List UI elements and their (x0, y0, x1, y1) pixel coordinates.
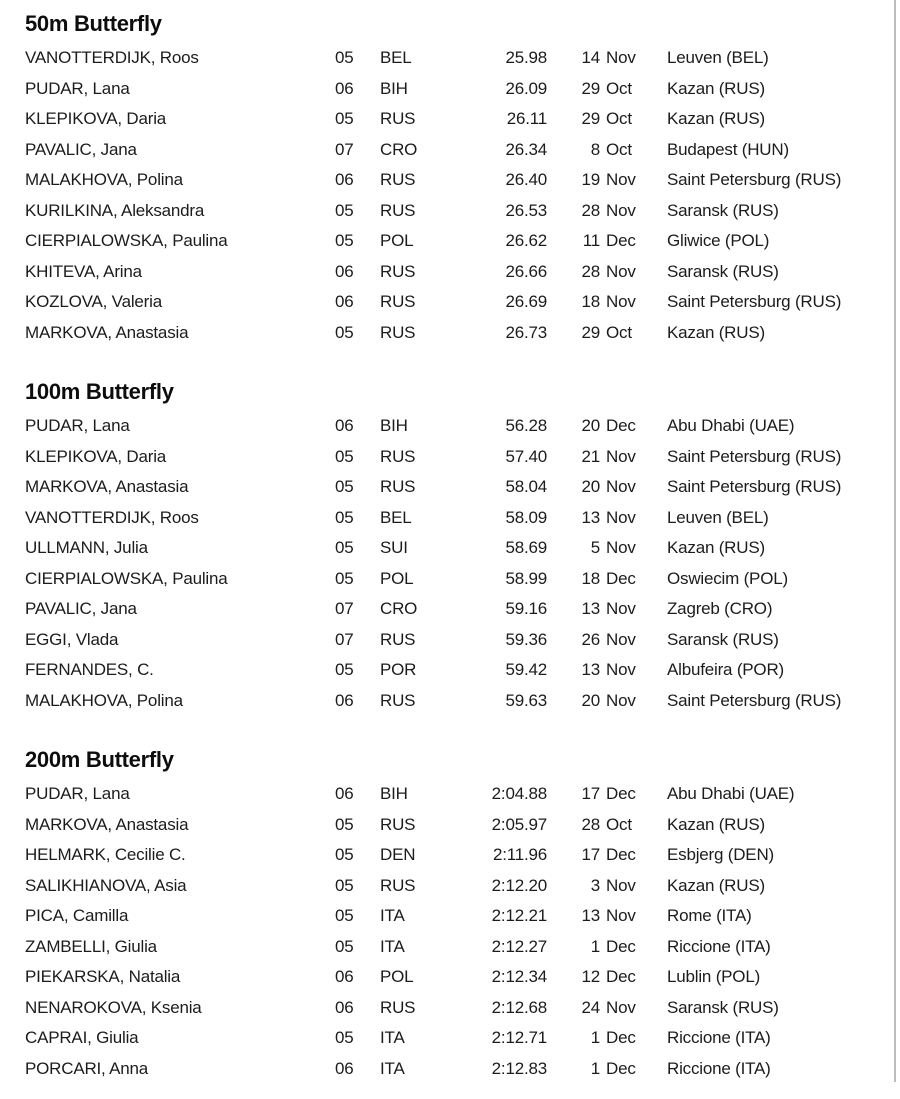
swim-date-month: Dec (606, 784, 636, 804)
page-right-border (894, 0, 896, 1082)
ranking-row (0, 442, 894, 473)
swim-time: 59.16 (505, 599, 547, 619)
nationality: POL (380, 231, 414, 251)
ranking-row (0, 503, 894, 534)
birth-year: 05 (335, 814, 354, 834)
ranking-row (0, 472, 894, 503)
swim-date (547, 784, 646, 804)
swim-date-day: 19 (581, 170, 600, 190)
swimmer-name: HELMARK, Cecilie C. (25, 845, 186, 865)
rankings-list (0, 411, 894, 716)
nationality: BEL (380, 48, 412, 68)
swim-date-month: Nov (606, 629, 636, 649)
swim-date-month: Dec (606, 845, 636, 865)
swimmer-name: EGGI, Vlada (25, 629, 119, 649)
ranking-row (0, 226, 894, 257)
event-section-200m (0, 746, 894, 1084)
meet-location: Kazan (RUS) (667, 814, 765, 834)
swim-time: 26.69 (505, 292, 547, 312)
swim-date-day: 1 (590, 1028, 600, 1048)
ranking-row (0, 779, 894, 810)
swimmer-name: VANOTTERDIJK, Roos (25, 48, 199, 68)
swim-date-day: 11 (582, 231, 600, 251)
swim-date-month: Oct (606, 139, 632, 159)
meet-location: Riccione (ITA) (667, 936, 771, 956)
swim-time: 56.28 (505, 416, 547, 436)
swim-time: 25.98 (505, 48, 547, 68)
swim-date (547, 508, 646, 528)
swimmer-name: CIERPIALOWSKA, Paulina (25, 568, 228, 588)
birth-year: 06 (335, 784, 354, 804)
meet-location: Oswiecim (POL) (667, 568, 788, 588)
event-title: 200m Butterfly (25, 747, 174, 772)
nationality: RUS (380, 997, 416, 1017)
swim-date (547, 1028, 646, 1048)
meet-location: Abu Dhabi (UAE) (667, 784, 795, 804)
nationality: RUS (380, 875, 416, 895)
swim-date (547, 660, 646, 680)
swimmer-name: PUDAR, Lana (25, 78, 130, 98)
swim-date (547, 599, 646, 619)
ranking-row (0, 686, 894, 717)
nationality: SUI (380, 538, 408, 558)
meet-location: Saint Petersburg (RUS) (667, 690, 842, 710)
birth-year: 05 (335, 322, 354, 342)
swim-date-month: Oct (606, 322, 632, 342)
swim-date (547, 937, 646, 957)
swim-date-month: Oct (606, 814, 632, 834)
swim-date (547, 906, 646, 926)
meet-location: Saransk (RUS) (667, 200, 779, 220)
event-title: 100m Butterfly (25, 379, 174, 404)
swim-time: 2:12.68 (491, 997, 547, 1017)
birth-year: 06 (335, 690, 354, 710)
meet-location: Saransk (RUS) (667, 261, 779, 281)
swim-date-day: 21 (581, 446, 600, 466)
swim-date-day: 13 (581, 660, 600, 680)
swim-time: 57.40 (505, 446, 547, 466)
swim-time: 2:12.21 (491, 906, 547, 926)
birth-year: 05 (335, 48, 354, 68)
swim-date-day: 17 (581, 784, 600, 804)
swim-date-month: Nov (606, 477, 636, 497)
ranking-row (0, 594, 894, 625)
swim-date (547, 1059, 646, 1079)
swim-time: 26.62 (505, 231, 547, 251)
swim-time: 58.04 (505, 477, 547, 497)
swim-date (547, 416, 646, 436)
birth-year: 05 (335, 507, 354, 527)
meet-location: Riccione (ITA) (667, 1028, 771, 1048)
nationality: CRO (380, 139, 418, 159)
swim-date-day: 13 (581, 906, 600, 926)
swim-date (547, 109, 646, 129)
nationality: BIH (380, 78, 408, 98)
meet-location: Saint Petersburg (RUS) (667, 446, 842, 466)
meet-location: Albufeira (POR) (667, 660, 784, 680)
event-title: 50m Butterfly (25, 11, 162, 36)
meet-location: Saransk (RUS) (667, 629, 779, 649)
birth-year: 06 (335, 416, 354, 436)
swimmer-name: KLEPIKOVA, Daria (25, 446, 167, 466)
nationality: RUS (380, 477, 416, 497)
swim-date-day: 1 (590, 936, 600, 956)
swimmer-name: PUDAR, Lana (25, 416, 130, 436)
swimmer-name: MARKOVA, Anastasia (25, 814, 189, 834)
swim-date-day: 29 (581, 109, 600, 129)
swimmer-name: KHITEVA, Arina (25, 261, 142, 281)
swimmer-name: SALIKHIANOVA, Asia (25, 875, 187, 895)
ranking-row (0, 165, 894, 196)
meet-location: Kazan (RUS) (667, 875, 765, 895)
birth-year: 05 (335, 568, 354, 588)
swim-date-day: 5 (590, 538, 600, 558)
nationality: BIH (380, 416, 408, 436)
meet-location: Saint Petersburg (RUS) (667, 170, 842, 190)
swim-date (547, 630, 646, 650)
event-section-100m (0, 378, 894, 716)
birth-year: 06 (335, 292, 354, 312)
swim-date (547, 79, 646, 99)
nationality: RUS (380, 109, 416, 129)
meet-location: Lublin (POL) (667, 967, 761, 987)
swimmer-name: FERNANDES, C. (25, 660, 154, 680)
birth-year: 05 (335, 660, 354, 680)
swim-date-month: Nov (606, 292, 636, 312)
nationality: ITA (380, 906, 405, 926)
meet-location: Gliwice (POL) (667, 231, 770, 251)
meet-location: Kazan (RUS) (667, 109, 765, 129)
ranking-row (0, 74, 894, 105)
meet-location: Rome (ITA) (667, 906, 752, 926)
swim-date (547, 845, 646, 865)
swim-date-month: Dec (606, 967, 636, 987)
event-section-50m (0, 10, 894, 348)
swim-date-month: Dec (606, 231, 636, 251)
swim-time: 2:04.88 (491, 784, 547, 804)
birth-year: 07 (335, 139, 354, 159)
swimmer-name: PUDAR, Lana (25, 784, 130, 804)
swim-date (547, 48, 646, 68)
swimmer-name: PAVALIC, Jana (25, 139, 137, 159)
birth-year: 06 (335, 170, 354, 190)
swim-time: 2:11.96 (492, 845, 547, 865)
swimmer-name: PICA, Camilla (25, 906, 129, 926)
nationality: POR (380, 660, 417, 680)
swim-date (547, 292, 646, 312)
nationality: RUS (380, 322, 416, 342)
nationality: DEN (380, 845, 416, 865)
swim-date-day: 14 (581, 48, 600, 68)
swim-date-month: Nov (606, 660, 636, 680)
ranking-row (0, 962, 894, 993)
swim-time: 59.63 (505, 690, 547, 710)
nationality: RUS (380, 446, 416, 466)
ranking-row (0, 932, 894, 963)
ranking-row (0, 318, 894, 349)
swim-date-month: Nov (606, 507, 636, 527)
swim-date-day: 28 (581, 814, 600, 834)
nationality: RUS (380, 690, 416, 710)
swim-date-month: Dec (606, 1058, 636, 1078)
ranking-row (0, 810, 894, 841)
swim-date (547, 170, 646, 190)
ranking-row (0, 257, 894, 288)
rankings-list (0, 43, 894, 348)
nationality: POL (380, 568, 414, 588)
swimmer-name: CAPRAI, Giulia (25, 1028, 139, 1048)
swim-date-month: Nov (606, 875, 636, 895)
birth-year: 06 (335, 967, 354, 987)
ranking-row (0, 901, 894, 932)
swim-date-day: 18 (581, 568, 600, 588)
swim-date-day: 8 (590, 139, 600, 159)
birth-year: 05 (335, 906, 354, 926)
nationality: BEL (380, 507, 412, 527)
nationality: ITA (380, 936, 405, 956)
swim-date (547, 140, 646, 160)
meet-location: Saint Petersburg (RUS) (667, 292, 842, 312)
nationality: RUS (380, 814, 416, 834)
swim-date-day: 20 (581, 690, 600, 710)
swim-time: 59.36 (505, 629, 547, 649)
swim-time: 59.42 (505, 660, 547, 680)
swim-date (547, 477, 646, 497)
nationality: RUS (380, 629, 416, 649)
swim-date-day: 1 (590, 1058, 600, 1078)
birth-year: 05 (335, 446, 354, 466)
swim-time: 58.69 (505, 538, 547, 558)
meet-location: Esbjerg (DEN) (667, 845, 774, 865)
swim-date-month: Nov (606, 599, 636, 619)
swimmer-name: KLEPIKOVA, Daria (25, 109, 167, 129)
swim-date-day: 24 (581, 997, 600, 1017)
swimmer-name: PORCARI, Anna (25, 1058, 149, 1078)
swimmer-name: MARKOVA, Anastasia (25, 477, 189, 497)
swim-time: 2:12.34 (491, 967, 547, 987)
swim-time: 26.73 (505, 322, 547, 342)
birth-year: 06 (335, 997, 354, 1017)
swim-time: 26.11 (506, 109, 547, 129)
swim-time: 26.53 (505, 200, 547, 220)
birth-year: 06 (335, 261, 354, 281)
swim-date-month: Dec (606, 568, 636, 588)
birth-year: 05 (335, 109, 354, 129)
swim-time: 26.66 (505, 261, 547, 281)
swim-date-day: 3 (590, 875, 600, 895)
ranking-row (0, 871, 894, 902)
swim-date-month: Dec (606, 416, 636, 436)
swimmer-name: NENAROKOVA, Ksenia (25, 997, 202, 1017)
swim-time: 58.09 (505, 507, 547, 527)
birth-year: 05 (335, 875, 354, 895)
birth-year: 05 (335, 1028, 354, 1048)
swim-date-day: 13 (581, 507, 600, 527)
ranking-row (0, 1023, 894, 1054)
swim-date-month: Oct (606, 109, 632, 129)
rankings-sections (0, 10, 894, 1084)
swim-time: 2:12.71 (491, 1028, 547, 1048)
swim-date-month: Nov (606, 997, 636, 1017)
swim-date-day: 20 (581, 416, 600, 436)
meet-location: Budapest (HUN) (667, 139, 789, 159)
nationality: RUS (380, 261, 416, 281)
swim-date-month: Dec (606, 936, 636, 956)
swimmer-name: VANOTTERDIJK, Roos (25, 507, 199, 527)
nationality: RUS (380, 170, 416, 190)
meet-location: Kazan (RUS) (667, 78, 765, 98)
swimmer-name: MALAKHOVA, Polina (25, 170, 183, 190)
swimmer-name: CIERPIALOWSKA, Paulina (25, 231, 228, 251)
swim-time: 26.34 (505, 139, 547, 159)
swim-time: 58.99 (505, 568, 547, 588)
swim-time: 2:12.20 (491, 875, 547, 895)
swimmer-name: PIEKARSKA, Natalia (25, 967, 181, 987)
birth-year: 05 (335, 538, 354, 558)
swim-date-month: Nov (606, 446, 636, 466)
nationality: ITA (380, 1028, 405, 1048)
nationality: ITA (380, 1058, 405, 1078)
swim-date-day: 29 (581, 322, 600, 342)
birth-year: 06 (335, 78, 354, 98)
meet-location: Abu Dhabi (UAE) (667, 416, 795, 436)
swim-date-month: Nov (606, 538, 636, 558)
swim-date (547, 323, 646, 343)
nationality: BIH (380, 784, 408, 804)
swimmer-name: MARKOVA, Anastasia (25, 322, 189, 342)
birth-year: 05 (335, 200, 354, 220)
swim-time: 2:12.27 (491, 936, 547, 956)
birth-year: 06 (335, 1058, 354, 1078)
swim-date (547, 569, 646, 589)
swim-date-day: 12 (581, 967, 600, 987)
swim-date (547, 447, 646, 467)
ranking-row (0, 564, 894, 595)
ranking-row (0, 625, 894, 656)
birth-year: 05 (335, 936, 354, 956)
meet-location: Leuven (BEL) (667, 48, 769, 68)
swim-time: 26.40 (505, 170, 547, 190)
swim-date (547, 967, 646, 987)
ranking-row (0, 43, 894, 74)
birth-year: 07 (335, 599, 354, 619)
swimmer-name: MALAKHOVA, Polina (25, 690, 183, 710)
swim-date-month: Oct (606, 78, 632, 98)
meet-location: Saint Petersburg (RUS) (667, 477, 842, 497)
swim-date-day: 17 (581, 845, 600, 865)
swim-date (547, 876, 646, 896)
swimmer-name: KOZLOVA, Valeria (25, 292, 162, 312)
ranking-row (0, 993, 894, 1024)
swim-time: 2:12.83 (491, 1058, 547, 1078)
swim-date-day: 29 (581, 78, 600, 98)
swim-date-day: 18 (581, 292, 600, 312)
nationality: CRO (380, 599, 418, 619)
swimmer-name: ZAMBELLI, Giulia (25, 936, 157, 956)
swim-date-month: Nov (606, 200, 636, 220)
birth-year: 05 (335, 477, 354, 497)
ranking-row (0, 196, 894, 227)
swim-date-day: 13 (581, 599, 600, 619)
nationality: POL (380, 967, 414, 987)
meet-location: Kazan (RUS) (667, 538, 765, 558)
nationality: RUS (380, 200, 416, 220)
meet-location: Zagreb (CRO) (667, 599, 773, 619)
swim-date (547, 998, 646, 1018)
swim-date-month: Dec (606, 1028, 636, 1048)
ranking-row (0, 1054, 894, 1085)
meet-location: Kazan (RUS) (667, 322, 765, 342)
swim-date (547, 815, 646, 835)
swimmer-name: PAVALIC, Jana (25, 599, 137, 619)
swim-date-day: 28 (581, 261, 600, 281)
birth-year: 05 (335, 231, 354, 251)
swim-date (547, 201, 646, 221)
swim-date-month: Nov (606, 48, 636, 68)
rankings-list (0, 779, 894, 1084)
swim-time: 2:05.97 (491, 814, 547, 834)
swim-date (547, 262, 646, 282)
swim-date-day: 28 (581, 200, 600, 220)
swimmer-name: ULLMANN, Julia (25, 538, 148, 558)
swim-date (547, 538, 646, 558)
birth-year: 07 (335, 629, 354, 649)
ranking-row (0, 533, 894, 564)
ranking-row (0, 104, 894, 135)
swim-date-month: Nov (606, 690, 636, 710)
nationality: RUS (380, 292, 416, 312)
ranking-row (0, 840, 894, 871)
swim-date-day: 20 (581, 477, 600, 497)
swim-date (547, 691, 646, 711)
swim-date-day: 26 (581, 629, 600, 649)
swim-date-month: Nov (606, 261, 636, 281)
swim-date (547, 231, 646, 251)
swimmer-name: KURILKINA, Aleksandra (25, 200, 205, 220)
meet-location: Leuven (BEL) (667, 507, 769, 527)
birth-year: 05 (335, 845, 354, 865)
ranking-row (0, 411, 894, 442)
swim-time: 26.09 (505, 78, 547, 98)
meet-location: Saransk (RUS) (667, 997, 779, 1017)
ranking-row (0, 135, 894, 166)
swim-date-month: Nov (606, 906, 636, 926)
swim-date-month: Nov (606, 170, 636, 190)
ranking-row (0, 655, 894, 686)
ranking-row (0, 287, 894, 318)
meet-location: Riccione (ITA) (667, 1058, 771, 1078)
